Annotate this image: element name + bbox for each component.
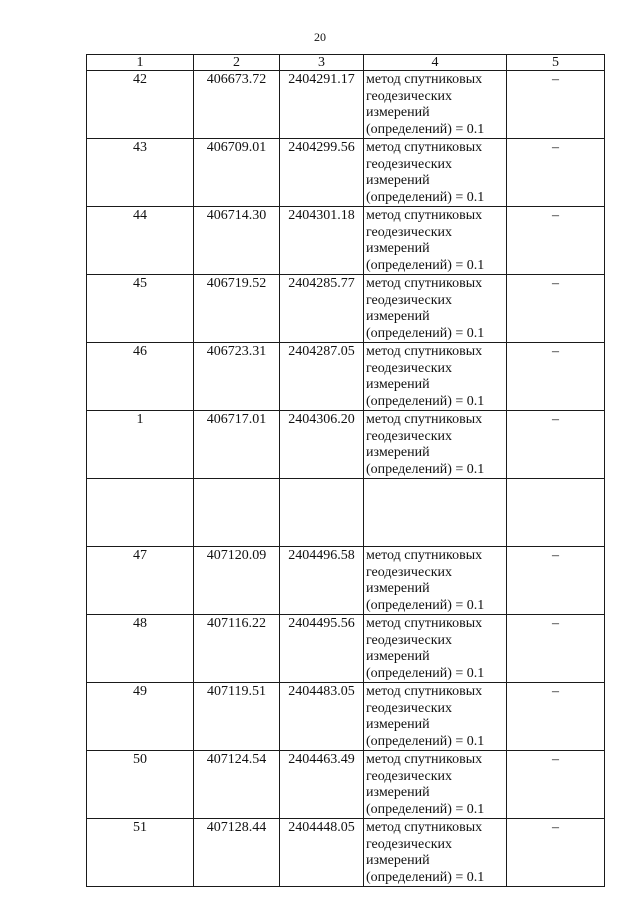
table-row	[87, 71, 605, 139]
table-header	[87, 55, 605, 71]
coord-y: 2404483.05	[280, 683, 364, 751]
point-number: 46	[87, 343, 194, 411]
method-text: метод спутниковых геодезических измерений (определений) = 0.1	[364, 411, 507, 479]
table-row	[87, 343, 605, 411]
point-number: 50	[87, 751, 194, 819]
coord-y: 2404495.56	[280, 615, 364, 683]
coord-y: 2404306.20	[280, 411, 364, 479]
method-text: метод спутниковых геодезических измерений (определений) = 0.1	[364, 819, 507, 887]
coord-y: 2404301.18	[280, 207, 364, 275]
page-number: 20	[314, 30, 326, 44]
note-dash: –	[507, 71, 605, 139]
table-row	[87, 547, 605, 615]
separator-cell	[364, 479, 507, 547]
point-number: 45	[87, 275, 194, 343]
note-dash: –	[507, 683, 605, 751]
table-row	[87, 275, 605, 343]
note-dash: –	[507, 751, 605, 819]
method-text: метод спутниковых геодезических измерений (определений) = 0.1	[364, 71, 507, 139]
table-row	[87, 819, 605, 887]
coord-y: 2404285.77	[280, 275, 364, 343]
header-col-2: 2	[194, 55, 280, 71]
note-dash: –	[507, 615, 605, 683]
header-col-4: 4	[364, 55, 507, 71]
coord-y: 2404287.05	[280, 343, 364, 411]
note-dash: –	[507, 819, 605, 887]
separator-cell	[87, 479, 194, 547]
coord-y: 2404299.56	[280, 139, 364, 207]
note-dash: –	[507, 275, 605, 343]
separator-row	[87, 479, 605, 547]
point-number: 1	[87, 411, 194, 479]
method-text: метод спутниковых геодезических измерений (определений) = 0.1	[364, 547, 507, 615]
separator-cell	[194, 479, 280, 547]
point-number: 49	[87, 683, 194, 751]
method-text: метод спутниковых геодезических измерений (определений) = 0.1	[364, 751, 507, 819]
header-col-1: 1	[87, 55, 194, 71]
coord-x: 407119.51	[194, 683, 280, 751]
coord-x: 406717.01	[194, 411, 280, 479]
point-number: 48	[87, 615, 194, 683]
separator-cell	[507, 479, 605, 547]
method-text: метод спутниковых геодезических измерений (определений) = 0.1	[364, 139, 507, 207]
note-dash: –	[507, 207, 605, 275]
coord-x: 406723.31	[194, 343, 280, 411]
point-number: 51	[87, 819, 194, 887]
method-text: метод спутниковых геодезических измерений (определений) = 0.1	[364, 683, 507, 751]
coord-x: 406673.72	[194, 71, 280, 139]
coord-x: 406714.30	[194, 207, 280, 275]
coord-y: 2404448.05	[280, 819, 364, 887]
coord-y: 2404496.58	[280, 547, 364, 615]
note-dash: –	[507, 343, 605, 411]
table-row	[87, 683, 605, 751]
table-row	[87, 411, 605, 479]
table-row	[87, 207, 605, 275]
header-row	[87, 55, 605, 71]
table-row	[87, 139, 605, 207]
header-col-3: 3	[280, 55, 364, 71]
coord-x: 406709.01	[194, 139, 280, 207]
coord-x: 407120.09	[194, 547, 280, 615]
method-text: метод спутниковых геодезических измерений (определений) = 0.1	[364, 343, 507, 411]
point-number: 47	[87, 547, 194, 615]
method-text: метод спутниковых геодезических измерений (определений) = 0.1	[364, 615, 507, 683]
coord-x: 406719.52	[194, 275, 280, 343]
coord-y: 2404463.49	[280, 751, 364, 819]
header-col-5: 5	[507, 55, 605, 71]
point-number: 43	[87, 139, 194, 207]
table-body	[87, 71, 605, 887]
table-row	[87, 615, 605, 683]
coord-x: 407128.44	[194, 819, 280, 887]
separator-cell	[280, 479, 364, 547]
point-number: 44	[87, 207, 194, 275]
point-number: 42	[87, 71, 194, 139]
note-dash: –	[507, 547, 605, 615]
coord-y: 2404291.17	[280, 71, 364, 139]
note-dash: –	[507, 411, 605, 479]
method-text: метод спутниковых геодезических измерений (определений) = 0.1	[364, 275, 507, 343]
coordinates-table	[86, 54, 605, 887]
coord-x: 407116.22	[194, 615, 280, 683]
note-dash: –	[507, 139, 605, 207]
table-row	[87, 751, 605, 819]
coord-x: 407124.54	[194, 751, 280, 819]
method-text: метод спутниковых геодезических измерений (определений) = 0.1	[364, 207, 507, 275]
